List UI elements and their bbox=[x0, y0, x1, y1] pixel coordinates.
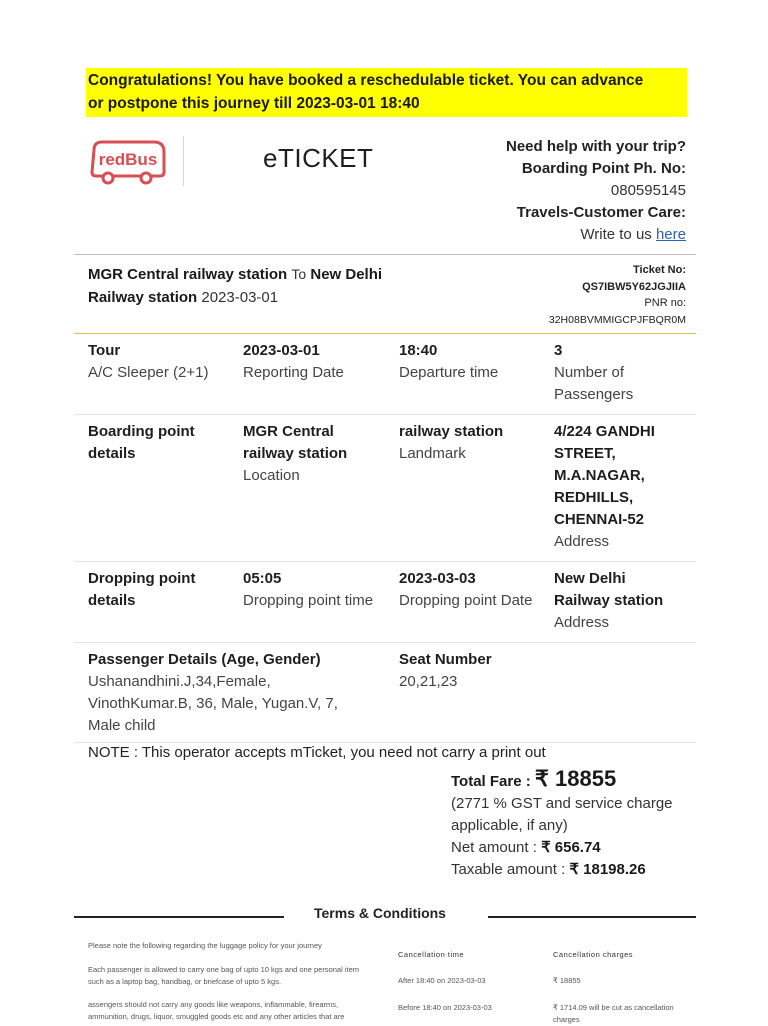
dropping-heading-cell bbox=[88, 568, 223, 612]
passenger-heading: Passenger Details (Age, Gender) bbox=[88, 651, 321, 668]
taxable-amount-value: ₹ 18198.26 bbox=[569, 861, 646, 878]
net-amount-value: ₹ 656.74 bbox=[541, 839, 601, 856]
passenger-value: Ushanandhini.J,34,Female, VinothKumar.B, 36, Male, Yugan.V, 7, Male child bbox=[88, 673, 338, 734]
cancel-row-1-charge: ₹ 18855 bbox=[553, 976, 581, 985]
cancel-row-2-time: Before 18:40 on 2023-03-03 bbox=[398, 1003, 492, 1012]
journey-date: 2023-03-01 bbox=[201, 289, 279, 306]
total-fare bbox=[451, 768, 701, 793]
write-to-us bbox=[506, 224, 686, 246]
header-divider-line bbox=[74, 254, 696, 255]
dropping-time: 05:05 bbox=[243, 570, 282, 587]
luggage-rule-2: assengers should not carry any goods like weapons, inflammable, firearms, ammunition, drugs, liquor, smuggled goods etc and any other articles that are bbox=[88, 1000, 345, 1021]
luggage-rule-1: Each passenger is allowed to carry one bag of upto 10 kgs and one personal item such as a laptop bag, handbag, or briefcase of upto 5 kgs. bbox=[88, 965, 360, 986]
row-divider bbox=[74, 742, 696, 743]
dropping-time-label: Dropping point time bbox=[243, 592, 374, 609]
departure-cell bbox=[399, 340, 549, 384]
header-divider bbox=[183, 136, 184, 186]
boarding-landmark: railway station bbox=[399, 423, 504, 440]
help-box bbox=[506, 136, 686, 246]
ticket-no-value: QS7IBW5Y62JGJIIA bbox=[582, 280, 686, 293]
boarding-heading-cell bbox=[88, 421, 223, 465]
contact-link[interactable]: here bbox=[655, 226, 686, 243]
passenger-cell bbox=[88, 649, 358, 737]
passengers-cell bbox=[554, 340, 664, 406]
boarding-address-cell bbox=[554, 421, 674, 553]
tour-cell bbox=[88, 340, 238, 384]
to-station: New Delhi bbox=[310, 266, 383, 283]
reschedule-banner bbox=[86, 68, 687, 117]
dropping-time-cell bbox=[243, 568, 383, 612]
boarding-phone-label: Boarding Point Ph. No: bbox=[521, 160, 686, 177]
banner-line-1: Congratulations! You have booked a reschedulable ticket. You can advance bbox=[88, 72, 644, 89]
tour-value: A/C Sleeper (2+1) bbox=[88, 364, 209, 381]
from-station: MGR Central railway station bbox=[88, 266, 288, 283]
reporting-date: 2023-03-01 bbox=[243, 342, 320, 359]
row-divider bbox=[74, 414, 696, 415]
passengers-count: 3 bbox=[554, 342, 563, 359]
boarding-location: MGR Central railway station bbox=[243, 423, 348, 462]
cancellation-time-header: Cancellation time bbox=[398, 950, 465, 959]
luggage-intro: Please note the following regarding the luggage policy for your journey bbox=[88, 941, 322, 950]
mticket-note: NOTE : This operator accepts mTicket, you need not carry a print out bbox=[88, 744, 546, 761]
fare-box bbox=[451, 768, 701, 881]
cancellation-charges-header: Cancellation charges bbox=[553, 950, 634, 959]
boarding-location-cell bbox=[243, 421, 383, 487]
seat-cell bbox=[399, 649, 549, 693]
total-fare-value: ₹ 18855 bbox=[534, 766, 617, 791]
terms-header bbox=[74, 905, 696, 927]
reporting-cell bbox=[243, 340, 393, 384]
net-amount bbox=[451, 837, 701, 859]
boarding-address-label: Address bbox=[554, 533, 610, 550]
terms-rule-left bbox=[74, 916, 284, 918]
banner-line-2: or postpone this journey till 2023-03-01 18:40 bbox=[88, 95, 420, 112]
departure-label: Departure time bbox=[399, 364, 499, 381]
dropping-address-label: Address bbox=[554, 614, 610, 631]
page-title: eTICKET bbox=[263, 143, 374, 173]
dropping-date-cell bbox=[399, 568, 539, 612]
passengers-label: Number of Passengers bbox=[554, 364, 634, 403]
reporting-label: Reporting Date bbox=[243, 364, 344, 381]
to-station-2: Railway station bbox=[88, 289, 198, 306]
dropping-date-label: Dropping point Date bbox=[399, 592, 533, 609]
cancel-row-2-charge: ₹ 1714.09 will be cut as cancellation charges bbox=[553, 1003, 674, 1024]
taxable-amount bbox=[451, 859, 701, 881]
redbus-logo-icon bbox=[88, 136, 168, 186]
boarding-heading: Boarding point details bbox=[88, 423, 195, 462]
ticket-info bbox=[549, 262, 686, 328]
row-divider bbox=[74, 642, 696, 643]
terms-rule-right bbox=[488, 916, 696, 918]
dropping-date: 2023-03-03 bbox=[399, 570, 476, 587]
seat-label: Seat Number bbox=[399, 651, 492, 668]
dropping-heading: Dropping point details bbox=[88, 570, 196, 609]
net-amount-label: Net amount : bbox=[451, 839, 537, 856]
tour-label: Tour bbox=[88, 342, 121, 359]
logo-text: redBus bbox=[98, 150, 158, 169]
dropping-address: New Delhi Railway station bbox=[554, 570, 664, 609]
help-title: Need help with your trip? bbox=[505, 138, 686, 155]
dropping-address-cell bbox=[554, 568, 684, 634]
to-word: To bbox=[291, 266, 307, 282]
write-to-us-text: Write to us bbox=[580, 226, 652, 243]
seat-value: 20,21,23 bbox=[399, 673, 458, 690]
redbus-logo bbox=[88, 136, 168, 186]
gst-note: (2771 % GST and service charge applicable, if any) bbox=[451, 795, 673, 834]
journey-route bbox=[88, 263, 428, 309]
boarding-phone-value: 080595145 bbox=[610, 182, 686, 199]
boarding-landmark-cell bbox=[399, 421, 549, 465]
pnr-value: 32H08BVMMIGCPJFBQR0M bbox=[548, 313, 686, 326]
boarding-landmark-label: Landmark bbox=[399, 445, 466, 462]
taxable-amount-label: Taxable amount : bbox=[451, 861, 566, 878]
journey-divider bbox=[74, 333, 696, 334]
terms-title: Terms & Conditions bbox=[314, 905, 446, 921]
ticket-no-label: Ticket No: bbox=[633, 264, 686, 276]
boarding-address: 4/224 GANDHI STREET, M.A.NAGAR, REDHILLS, CHENNAI-52 bbox=[554, 423, 655, 528]
pnr-label: PNR no: bbox=[644, 297, 686, 309]
row-divider bbox=[74, 561, 696, 562]
departure-time: 18:40 bbox=[399, 342, 438, 359]
cancel-row-1-time: After 18:40 on 2023-03-03 bbox=[398, 976, 486, 985]
total-fare-label: Total Fare : bbox=[451, 773, 531, 790]
boarding-location-label: Location bbox=[243, 467, 300, 484]
customer-care-label: Travels-Customer Care: bbox=[516, 204, 686, 221]
